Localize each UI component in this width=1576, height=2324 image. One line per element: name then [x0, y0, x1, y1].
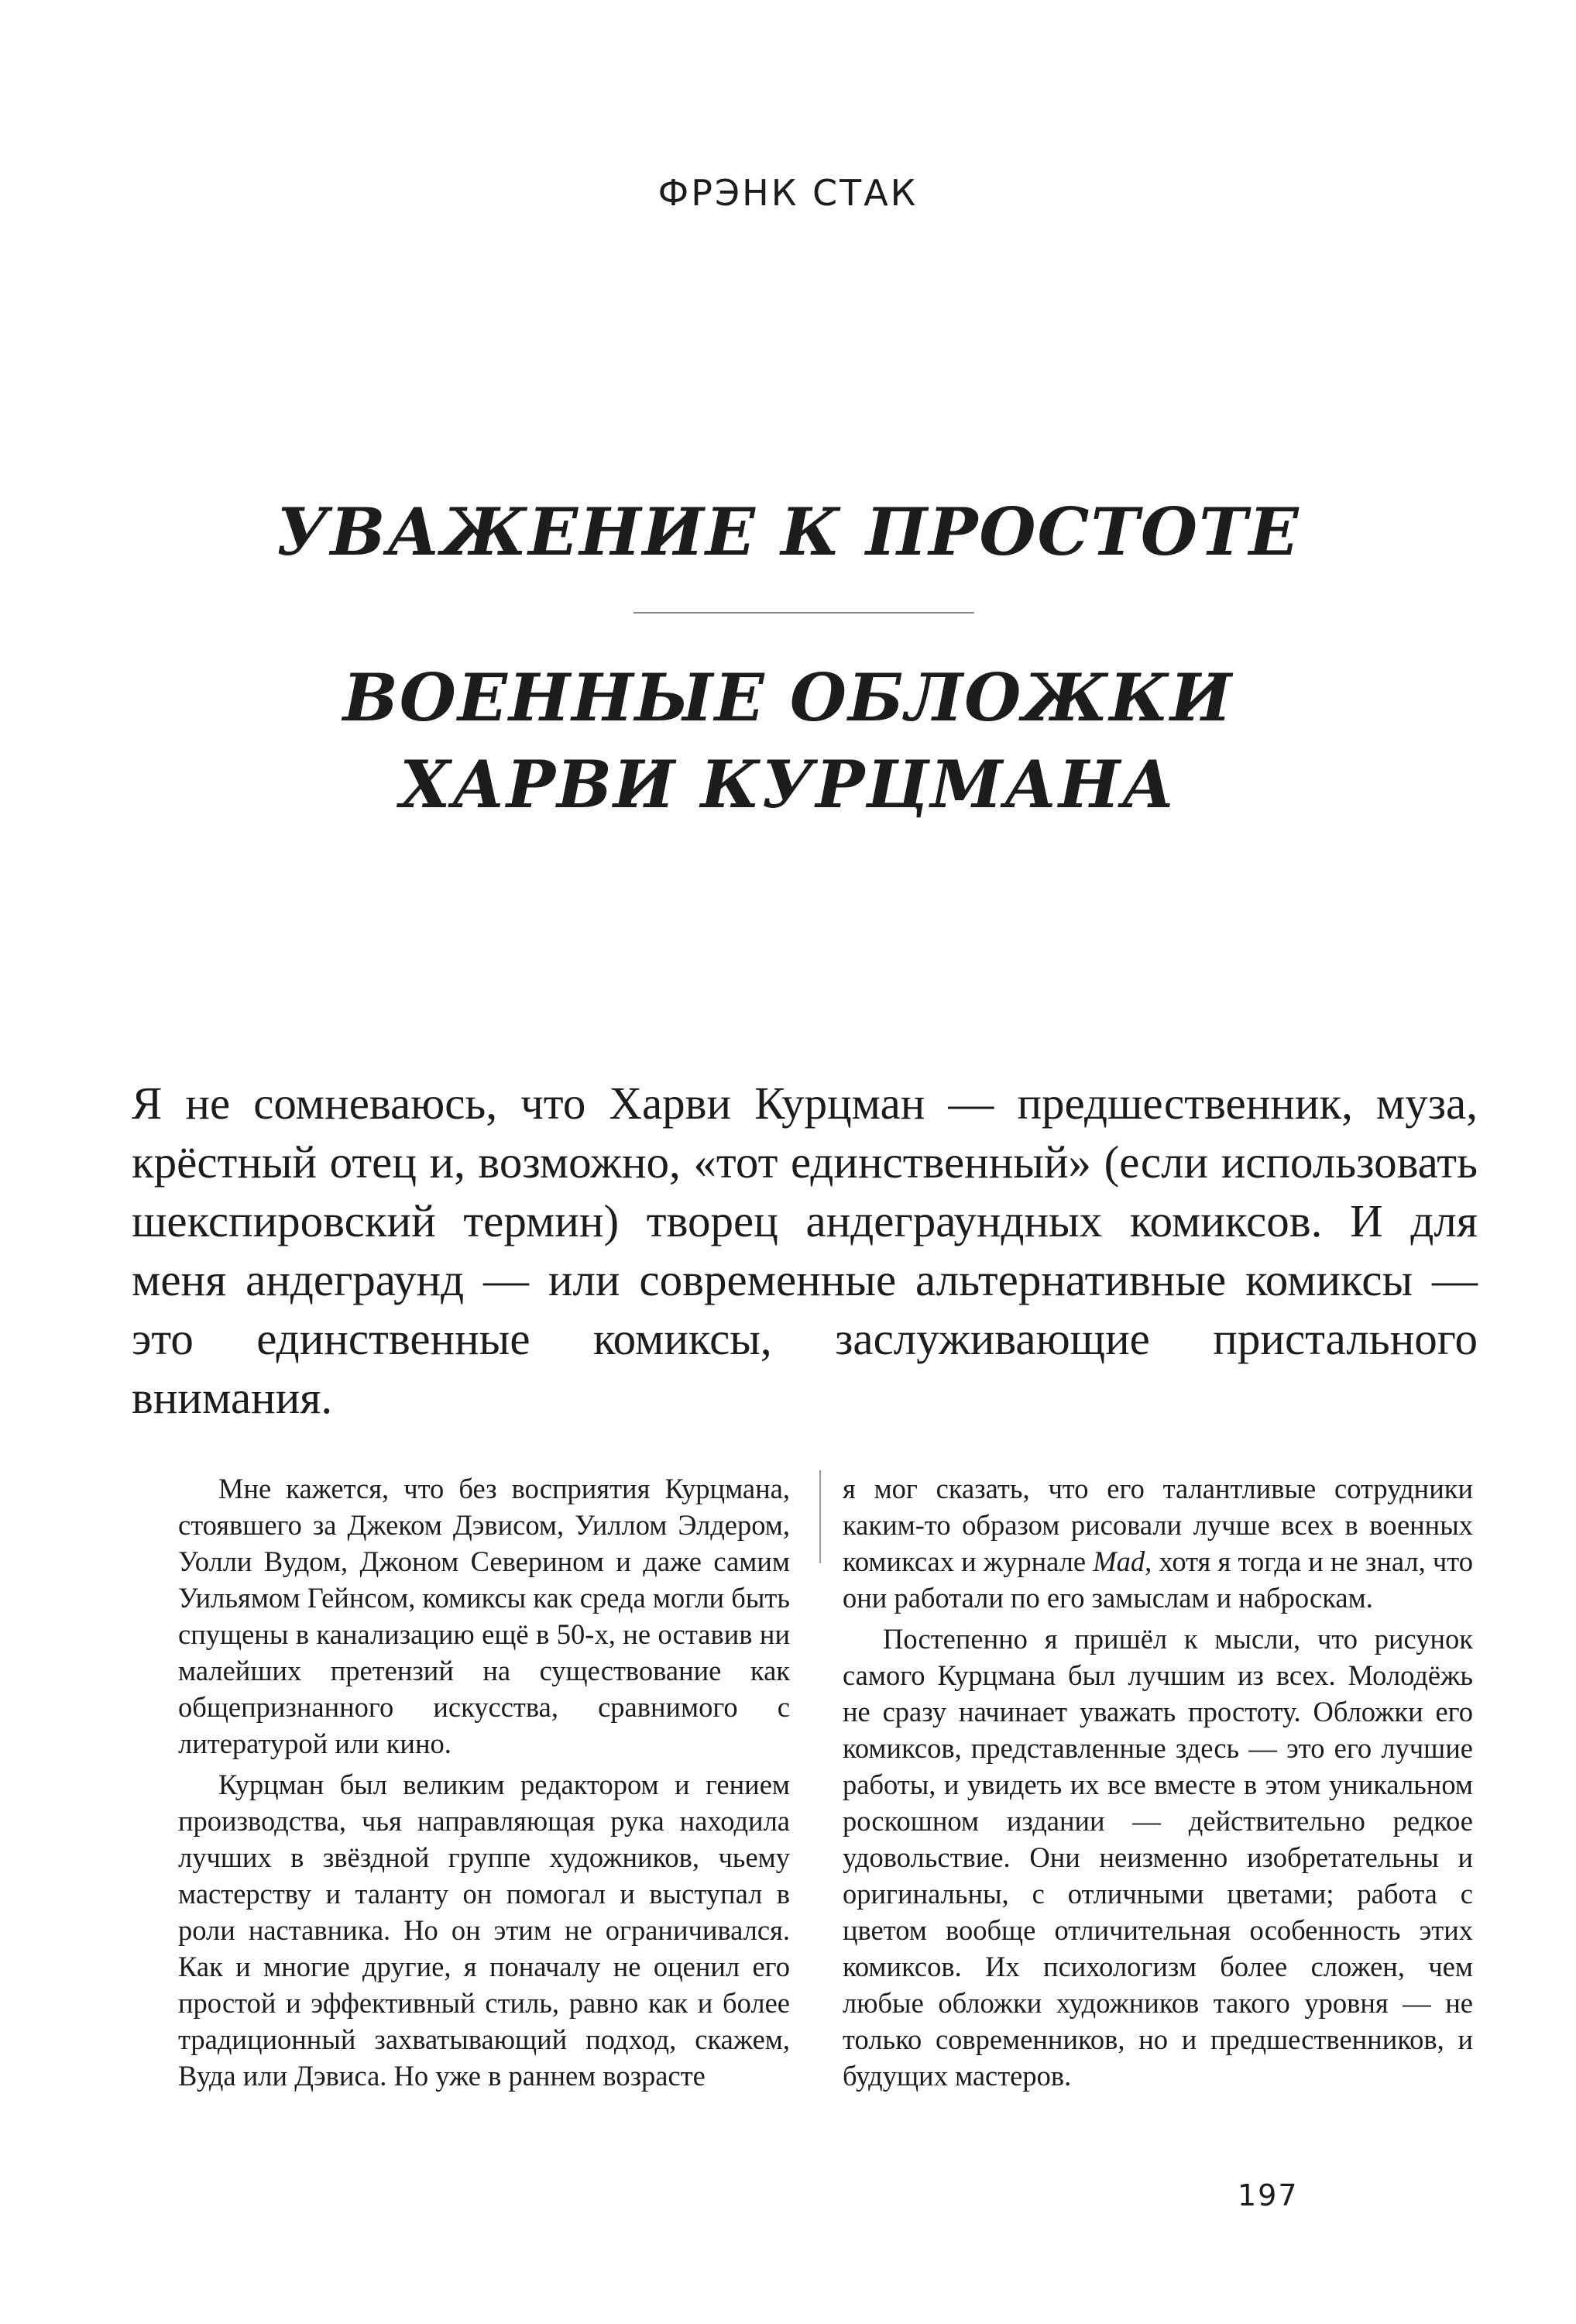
- body-columns: [178, 1470, 1473, 2168]
- left-column: [178, 1470, 790, 2094]
- lead-paragraph: Я не сомневаюсь, что Харви Курцман — предшественник, муза, крёстный отец и, возможно, «тот единственный» (если использовать шекспировский термин) творец андеграундных комиксов. И для меня андеграунд — или современные альтернативные комиксы — это единственные комиксы, заслуживающие пристального внимания.: [132, 1078, 1478, 1423]
- right-column-paragraph-1-text-b: , хотя я тогда и не знал, что они работали по его замыслам и наброскам.: [843, 1545, 1473, 1614]
- chapter-subtitle-line-1: ВОЕННЫЕ ОБЛОЖКИ: [342, 659, 1234, 736]
- right-column-paragraph-1-text-a: я мог сказать, что его талантливые сотрудники каким-то образом рисовали лучше всех в военных комиксах и журнале: [843, 1473, 1473, 1577]
- right-column: [843, 1470, 1473, 2094]
- right-column-paragraph-2: Постепенно я пришёл к мысли, что рисунок самого Курцмана был лучшим из всех. Молодёжь не сразу начинает уважать простоту. Обложки его комиксов, представленные здесь — это его лучшие работы, и увидеть их все вместе в этом уникальном роскошном издании — действительно редкое удовольствие. Они неизменно изобретательны и оригинальны, с отличными цветами; работа с цветом вообще отличительная особенность этих комиксов. Их психологизм более сложен, чем любые обложки художников такого уровня — не только современников, но и предшественников, и будущих мастеров.: [843, 1623, 1473, 2092]
- chapter-title: УВАЖЕНИЕ К ПРОСТОТЕ: [276, 493, 1300, 570]
- right-column-paragraph-1: [843, 1470, 1473, 1616]
- title-divider: [633, 612, 974, 614]
- magazine-title: Mad: [1093, 1545, 1145, 1577]
- chapter-subtitle-line-2: ХАРВИ КУРЦМАНА: [400, 746, 1176, 823]
- page-number: 197: [1238, 2178, 1299, 2212]
- left-column-paragraph-1: Мне кажется, что без восприятия Курцмана, стоявшего за Джеком Дэвисом, Уиллом Элдером, Уолли Вудом, Джоном Северином и даже самим Уильямом Гейнсом, комиксы как среда могли быть спущены в канализацию ещё в 50-х, не оставив ни малейших претензий на существование как общепризнанного искусства, сравнимого с литературой или кино.: [178, 1473, 790, 1759]
- column-rule: [819, 1470, 821, 1563]
- author-name: ФРЭНК СТАК: [658, 172, 918, 214]
- left-column-paragraph-2: Курцман был великим редактором и гением производства, чья направляющая рука находила лучших в звёздной группе художников, чьему мастерству и таланту он помогал и выступал в роли наставника. Но он этим не ограничивался. Как и многие другие, я поначалу не оценил его простой и эффективный стиль, равно как и более традиционный захватывающий подход, скажем, Вуда или Дэвиса. Но уже в раннем возрасте: [178, 1769, 790, 2092]
